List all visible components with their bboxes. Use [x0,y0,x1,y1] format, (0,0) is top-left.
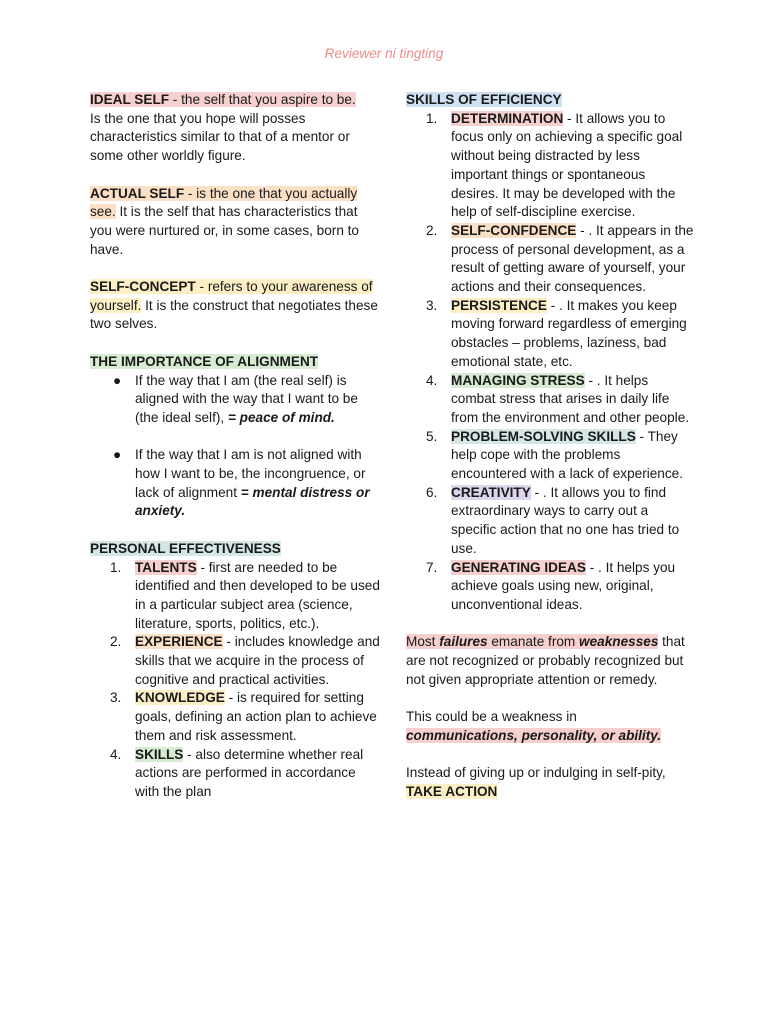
alignment-item-text: If the way that I am is not aligned with how I want to be, the incongruence, or lack of alignment [135,447,366,500]
list-item [406,428,696,484]
personal-effectiveness-list [90,559,380,802]
skills-term: SKILLS [135,746,184,762]
self-concept-term: SELF-CONCEPT [90,279,196,294]
alignment-item-emphasis: = peace of mind. [227,409,335,425]
self-concept-text: It is the construct that negotiates these two selves. [90,297,378,332]
ideal-self-definition: - the self that you aspire to be. [169,92,356,107]
managing-stress-term: MANAGING STRESS [451,372,585,388]
action-paragraph [406,764,696,801]
persistence-term: PERSISTENCE [451,297,547,313]
alignment-item-text: If the way that I am (the real self) is aligned with the way that I want to be (the ideal self), [135,372,358,425]
weakness-lead: This could be a weakness in [406,709,577,725]
talents-text: - first are needed to be identified and then developed to be used in a particular subject area (science, literature, sports, politics, etc.). [135,559,380,631]
talents-term: TALENTS [135,559,197,575]
list-item [406,559,696,615]
knowledge-text: - is required for setting goals, defining an action plan to achieve them and risk assessment. [135,690,377,743]
item-number: 7. [426,559,438,575]
actual-self-paragraph [90,185,380,260]
alignment-item-emphasis: = mental distress or anxiety. [135,484,370,519]
item-number: 2. [426,222,438,238]
creativity-text: - . It allows you to find extraordinary ways to carry out a specific action that no one has tried to use. [451,484,680,556]
item-number: 4. [110,746,122,762]
weakness-paragraph [406,708,696,745]
take-action: TAKE ACTION [406,783,498,799]
weakness-emphasis: communications, personality, or ability. [406,727,662,743]
list-item [90,446,380,521]
knowledge-term: KNOWLEDGE [135,690,225,706]
failures-word: failures [439,634,488,650]
generating-ideas-term: GENERATING IDEAS [451,559,586,575]
item-number: 1. [110,559,122,575]
experience-text: - includes knowledge and skills that we acquire in the process of cognitive and practical activities. [135,634,380,687]
page-title: Reviewer ni tingting [324,46,444,61]
creativity-term: CREATIVITY [451,484,531,500]
persistence-text: - . It makes you keep moving forward regardless of emerging obstacles – problems, laziness, bad emotional state, etc. [451,297,687,369]
determination-term: DETERMINATION [451,110,564,126]
problem-solving-text: - They help cope with the problems encountered with a lack of experience. [451,428,683,482]
managing-stress-text: - . It helps combat stress that arises in daily life from the environment and other people. [451,372,690,425]
item-number: 4. [426,372,438,388]
list-item [406,372,696,428]
list-item [90,689,380,745]
alignment-heading: THE IMPORTANCE OF ALIGNMENT [90,353,319,369]
failures-highlight [406,634,658,649]
failures-mid: emanate from [487,634,580,650]
failures-lead: Most [406,634,440,650]
actual-self-definition: - is the one that you actually see. [90,185,358,220]
skills-of-efficiency-heading: SKILLS OF EFFICIENCY [406,92,562,107]
item-number: 2. [110,634,122,650]
right-column [406,91,696,802]
ideal-self-term: IDEAL SELF [90,92,170,107]
list-item [406,484,696,559]
action-lead: Instead of giving up or indulging in self-pity, [406,765,666,781]
personal-effectiveness-heading: PERSONAL EFFECTIVENESS [90,540,281,556]
ideal-self-paragraph [90,91,380,166]
determination-text: - It allows you to focus only on achieving a specific goal without being distracted by less important things or spontaneous desires. It may be developed with the help of self-discipline exercise. [451,110,683,220]
actual-self-term: ACTUAL SELF [90,185,185,201]
item-number: 3. [426,297,438,313]
item-number: 1. [426,110,438,126]
self-confidence-term: SELF-CONFDENCE [451,222,577,238]
list-item [90,746,380,802]
self-concept-paragraph [90,278,380,334]
ideal-self-text: Is the one that you hope will posses characteristics similar to that of a mentor or some other worldly figure. [90,110,350,164]
self-concept-definition: - refers to your awareness of yourself. [90,279,373,313]
list-item [90,559,380,634]
failures-text: that are not recognized or probably recognized but not given appropriate attention or remedy. [406,634,685,687]
failures-paragraph [406,633,696,689]
item-number: 6. [426,484,438,500]
list-item [406,297,696,372]
bullet-icon: ● [113,372,122,388]
list-item [90,372,380,428]
skills-text: - also determine whether real actions are performed in accordance with the plan [135,746,364,799]
list-item [90,633,380,689]
weaknesses-word: weaknesses [579,634,659,650]
alignment-list [90,372,380,428]
bullet-icon: ● [113,447,122,463]
list-item [406,110,696,222]
problem-solving-term: PROBLEM-SOLVING SKILLS [451,428,636,444]
ideal-self-highlight [90,92,356,107]
item-number: 5. [426,428,438,444]
item-number: 3. [110,690,122,706]
left-column [90,91,380,802]
experience-term: EXPERIENCE [135,634,223,650]
generating-ideas-text: - . It helps you achieve goals using new, original, unconventional ideas. [451,559,676,612]
actual-self-text: It is the self that has characteristics that you were nurtured or, in some cases, born to have. [90,204,359,257]
alignment-list-2 [90,446,380,521]
self-confidence-text: - . It appears in the process of personal development, as a result of getting aware of yourself, your actions and their consequences. [451,222,694,295]
efficiency-list [406,110,696,615]
list-item [406,222,696,297]
